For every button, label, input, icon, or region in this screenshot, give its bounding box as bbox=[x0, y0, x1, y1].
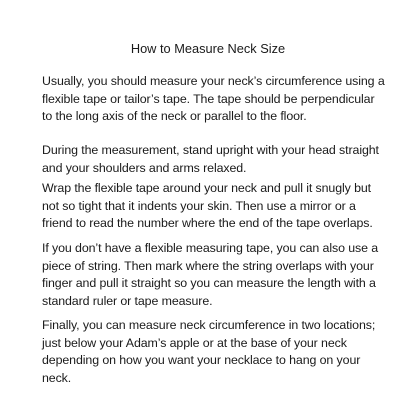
paragraph-line: standard ruler or tape measure. bbox=[42, 293, 213, 308]
paragraph-posture bbox=[42, 142, 382, 177]
paragraph-line: just below your Adam’s apple or at the base of your neck bbox=[42, 335, 347, 350]
paragraph-line: to the long axis of the neck or parallel to the floor. bbox=[42, 109, 307, 124]
paragraph-line: Usually, you should measure your neck’s circumference using a bbox=[42, 74, 385, 88]
paragraph-line: depending on how you want your necklace to hang on your bbox=[42, 353, 361, 368]
paragraph-line: Finally, you can measure neck circumference in two locations; bbox=[42, 318, 376, 332]
paragraph-line: not so tight that it indents your skin. Then use a mirror or a bbox=[42, 198, 356, 213]
paragraph-tape-usage bbox=[42, 73, 385, 126]
paragraph-locations bbox=[42, 317, 382, 387]
paragraph-string-method bbox=[42, 240, 382, 310]
paragraph-line: neck. bbox=[42, 370, 72, 385]
paragraph-line: Wrap the flexible tape around your neck and pull it snugly but bbox=[42, 181, 372, 195]
paragraph-line: If you don’t have a flexible measuring tape, you can also use a bbox=[42, 241, 379, 255]
paragraph-wrap-tape bbox=[42, 180, 382, 233]
paragraph-line: finger and pull it straight so you can measure the length with a bbox=[42, 276, 376, 291]
paragraph-line: and your shoulders and arms relaxed. bbox=[42, 160, 247, 175]
paragraph-line: friend to read the number where the end of the tape overlaps. bbox=[42, 216, 373, 231]
paragraph-line: flexible tape or tailor’s tape. The tape should be perpendicular bbox=[42, 91, 375, 106]
paragraph-line: During the measurement, stand upright with your head straight bbox=[42, 143, 379, 157]
page-title: How to Measure Neck Size bbox=[130, 41, 286, 56]
paragraph-line: piece of string. Then mark where the string overlaps with your bbox=[42, 258, 374, 273]
